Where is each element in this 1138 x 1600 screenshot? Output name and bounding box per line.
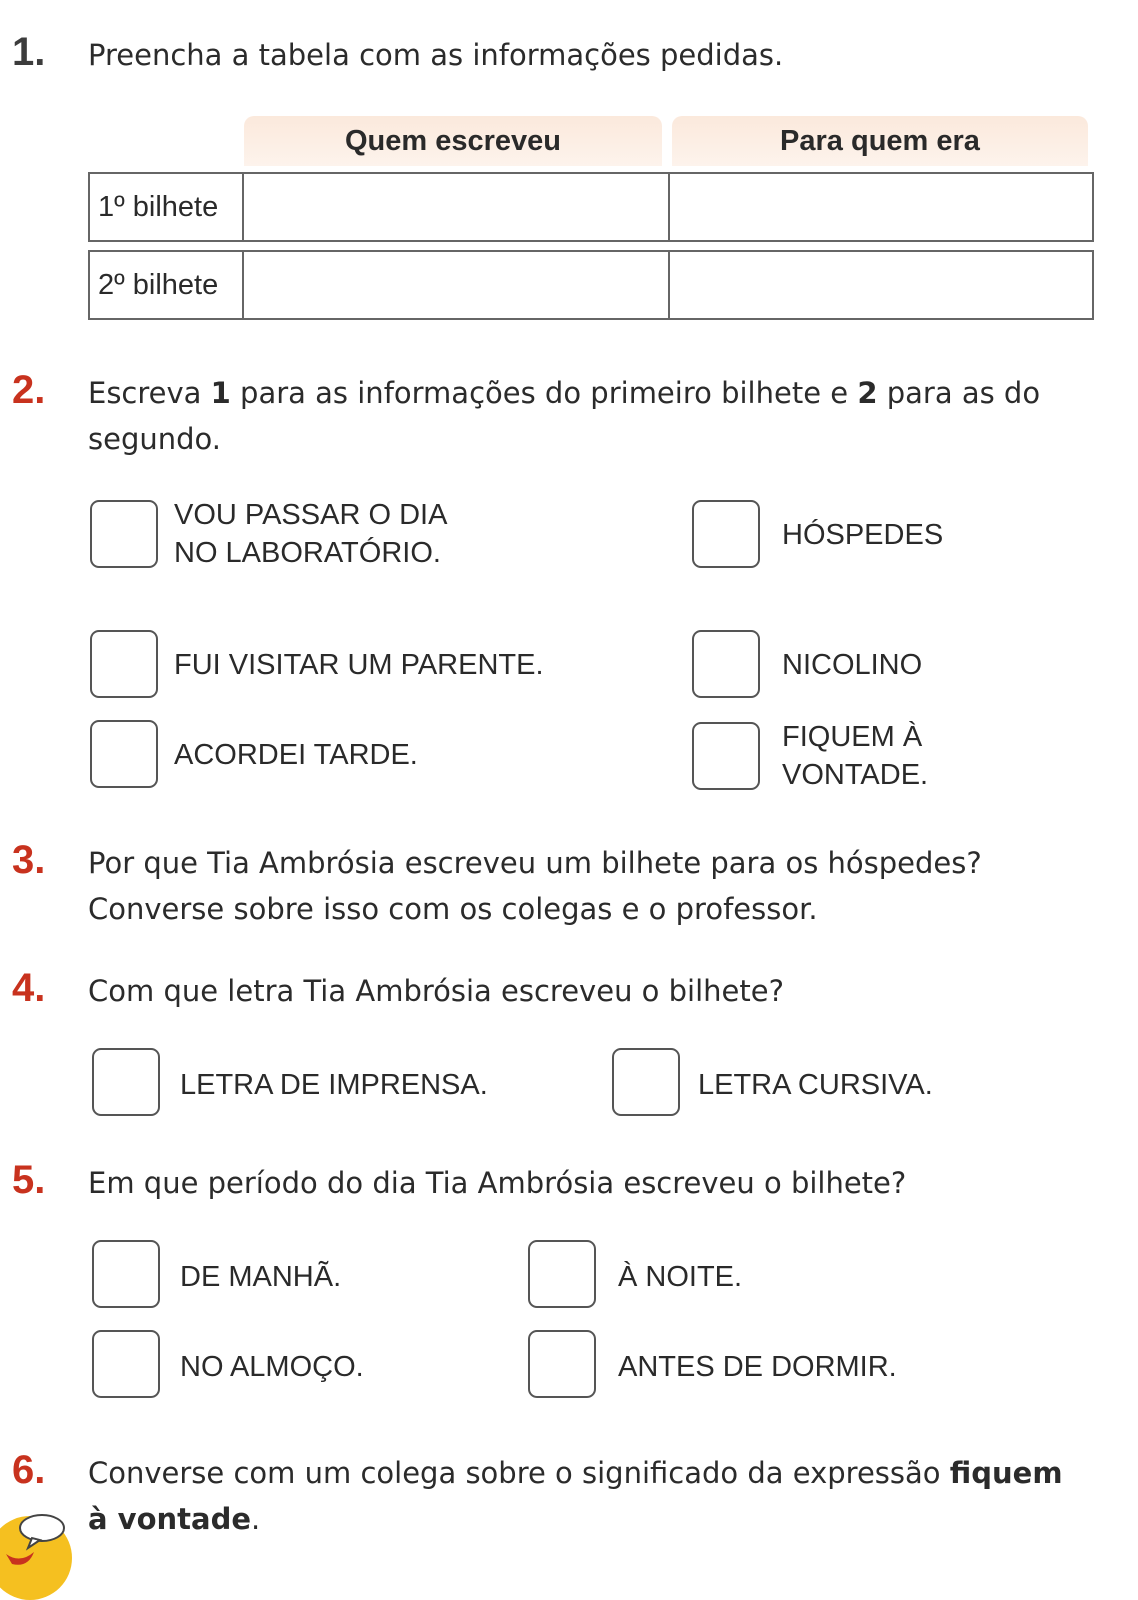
question-2-text-c: para as do [877,376,1041,410]
option-q2-1 [174,496,447,572]
question-number-5: 5. [12,1158,46,1202]
question-number-1: 1. [12,30,46,74]
option-q2-5: ACORDEI TARDE. [174,739,418,771]
question-2-text [88,370,1040,462]
question-6-bold-b: à vontade [88,1502,251,1536]
question-number-4: 4. [12,966,46,1010]
option-q4-1: LETRA DE IMPRENSA. [180,1069,488,1101]
option-q5-4: ANTES DE DORMIR. [618,1351,897,1383]
question-2-text-d: segundo. [88,422,221,456]
answer-box-q5-3[interactable] [92,1330,160,1398]
answer-box-q4-2[interactable] [612,1048,680,1116]
option-q2-1-line2: NO LABORATÓRIO. [174,537,441,569]
option-q2-6-line2: VONTADE. [782,759,929,791]
question-number-3: 3. [12,838,46,882]
option-q2-6-line1: FIQUEM À [782,721,923,753]
option-q5-2: À NOITE. [618,1261,743,1293]
question-6-text [88,1450,1063,1542]
question-2-bold-1: 1 [210,376,231,410]
option-q2-6 [782,718,928,794]
answer-box-q2-6[interactable] [692,722,760,790]
table-cell-1-recipient[interactable] [670,174,1092,240]
answer-box-q5-1[interactable] [92,1240,160,1308]
option-q2-4: NICOLINO [782,649,923,681]
table-row-label-1: 1º bilhete [90,174,244,240]
table-header-who-wrote: Quem escreveu [244,116,662,166]
question-2-bold-2: 2 [857,376,878,410]
question-3-text [88,840,982,932]
question-2-text-a: Escreva [88,376,211,410]
answer-box-q5-2[interactable] [528,1240,596,1308]
answer-box-q2-5[interactable] [90,720,158,788]
answer-box-q2-2[interactable] [692,500,760,568]
answer-box-q4-1[interactable] [92,1048,160,1116]
answer-box-q2-4[interactable] [692,630,760,698]
option-q2-2: HÓSPEDES [782,519,944,551]
question-3-line1: Por que Tia Ambrósia escreveu um bilhete para os hóspedes? [88,846,982,880]
question-6-bold-a: fiquem [949,1456,1063,1490]
question-1-text: Preencha a tabela com as informações pedidas. [88,38,784,72]
question-6-text-a: Converse com um colega sobre o significado da expressão [88,1456,950,1490]
table-row-label-2: 2º bilhete [90,252,244,318]
table-cell-1-who-wrote[interactable] [244,174,670,240]
table-cell-2-who-wrote[interactable] [244,252,670,318]
option-q5-3: NO ALMOÇO. [180,1351,364,1383]
question-5-text: Em que período do dia Tia Ambrósia escreveu o bilhete? [88,1166,907,1200]
question-number-2: 2. [12,368,46,412]
table-row-1 [88,172,1094,242]
answer-box-q2-3[interactable] [90,630,158,698]
table-cell-2-recipient[interactable] [670,252,1092,318]
speech-balloon-icon [0,1498,72,1600]
question-2-text-b: para as informações do primeiro bilhete e [230,376,858,410]
table-row-2 [88,250,1094,320]
option-q2-1-line1: VOU PASSAR O DIA [174,499,448,531]
table-header-recipient: Para quem era [672,116,1088,166]
option-q2-3: FUI VISITAR UM PARENTE. [174,649,544,681]
answer-box-q5-4[interactable] [528,1330,596,1398]
question-6-text-end: . [251,1502,261,1536]
answer-box-q2-1[interactable] [90,500,158,568]
question-4-text: Com que letra Tia Ambrósia escreveu o bilhete? [88,974,784,1008]
question-3-line2: Converse sobre isso com os colegas e o professor. [88,892,818,926]
option-q4-2: LETRA CURSIVA. [698,1069,933,1101]
question-number-6: 6. [12,1448,46,1492]
option-q5-1: DE MANHÃ. [180,1261,342,1293]
